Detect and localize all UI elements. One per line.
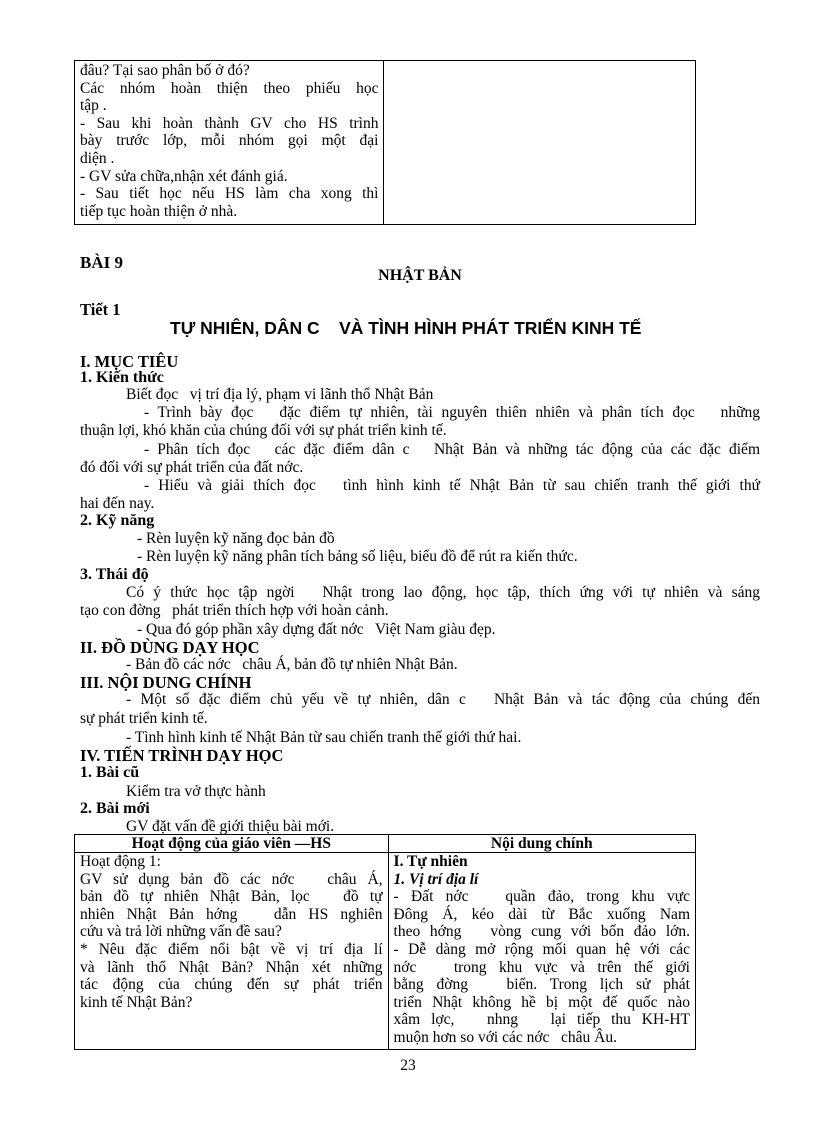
text-line: Đông Á, kéo dài từ Bắc xuống Nam bbox=[393, 905, 690, 923]
text-line: kinh tế Nhật Bản? bbox=[80, 993, 193, 1011]
text-line: - Qua đó góp phần xây dựng đất nớc Việt Nam giàu đẹp. bbox=[137, 621, 496, 638]
lesson-title: NHẬT BẢN bbox=[378, 267, 462, 284]
text-line: tập . bbox=[80, 97, 107, 115]
text-line: nớc trong khu vực và trên thế giới bbox=[393, 958, 690, 976]
text-line: Kiểm tra vở thực hành bbox=[126, 783, 266, 800]
text-line: bằng đờng biển. Trong lịch sử phát bbox=[393, 976, 690, 994]
subsection-heading: 1. Bài cũ bbox=[80, 764, 140, 781]
activity-cell bbox=[75, 853, 389, 1050]
text-line: Có ý thức học tập ngời Nhật trong lao động, học tập, thích ứng với tự nhiên và sáng bbox=[126, 584, 760, 601]
subsection-heading: 3. Thái độ bbox=[80, 566, 149, 583]
text-line: bày trước lớp, mỗi nhóm gọi một đại bbox=[80, 132, 379, 150]
content-subheading: 1. Vị trí địa lí bbox=[393, 870, 479, 888]
subsection-heading: 2. Kỹ năng bbox=[80, 512, 155, 529]
text-line: muộn hơn so với các nớc châu Âu. bbox=[393, 1028, 617, 1046]
text-line: thuận lợi, khó khăn của chúng đối với sự phát triển kinh tế. bbox=[80, 422, 447, 439]
text-line: cứu và trả lời những vấn đề sau? bbox=[80, 923, 282, 941]
text-line: nhiên Nhật Bản hớng dẫn HS nghiên bbox=[80, 905, 383, 923]
page-number: 23 bbox=[400, 1057, 416, 1074]
text-line: - GV sửa chữa,nhận xét đánh giá. bbox=[80, 167, 288, 185]
section-heading: IV. TIẾN TRÌNH DẠY HỌC bbox=[80, 746, 284, 765]
section-heading: I. MỤC TIÊU bbox=[80, 352, 179, 371]
content-heading: I. Tự nhiên bbox=[393, 853, 468, 870]
text-line: và lãnh thổ Nhật Bản? Nhận xét những bbox=[80, 958, 383, 976]
continued-left-cell bbox=[75, 61, 384, 225]
lesson-label: BÀI 9 bbox=[80, 253, 123, 272]
text-line: - Hiểu và giải thích đọc tình hình kinh tế Nhật Bản từ sau chiến tranh thế giới thứ bbox=[144, 477, 760, 494]
text-line: - Sau khi hoàn thành GV cho HS trình bbox=[80, 114, 379, 132]
text-line: * Nêu đặc điểm nổi bật về vị trí địa lí bbox=[80, 940, 383, 958]
text-line: tạo con đờng phát triển thích hợp với hoàn cảnh. bbox=[80, 602, 389, 619]
lesson-activity-table bbox=[74, 834, 696, 1050]
text-line: triển Nhật không hề bị một đế quốc nào bbox=[393, 993, 690, 1011]
period-label: Tiết 1 bbox=[80, 300, 121, 319]
text-line: - Bản đồ các nớc châu Á, bản đồ tự nhiên Nhật Bản. bbox=[126, 656, 458, 673]
continued-table bbox=[74, 60, 696, 225]
content-cell bbox=[388, 853, 695, 1050]
text-line: - Rèn luyện kỹ năng đọc bản đồ bbox=[137, 530, 335, 547]
text-line: - Tình hình kinh tế Nhật Bản từ sau chiến tranh thế giới thứ hai. bbox=[126, 729, 522, 746]
text-line: - Rèn luyện kỹ năng phân tích bảng số liệu, biểu đồ để rút ra kiến thức. bbox=[137, 548, 578, 565]
text-line: - Trình bày đọc đặc điểm tự nhiên, tài nguyên thiên nhiên và phân tích đọc những bbox=[144, 404, 760, 421]
text-line: tiếp tục hoàn thiện ở nhà. bbox=[80, 202, 238, 220]
continued-right-cell bbox=[384, 61, 696, 225]
text-line: - Dễ dàng mở rộng mối quan hệ với các bbox=[393, 940, 690, 958]
text-line: diện . bbox=[80, 149, 115, 167]
column-header: Nội dung chính bbox=[388, 835, 695, 853]
text-line: Các nhóm hoàn thiện theo phiếu học bbox=[80, 79, 379, 97]
text-line: xâm lợc, nhng lại tiếp thu KH-HT bbox=[393, 1011, 690, 1029]
text-line: - Phân tích đọc các đặc điểm dân c Nhật Bản và những tác động của các đặc điểm bbox=[144, 441, 760, 458]
section-heading: III. NỘI DUNG CHÍNH bbox=[80, 673, 252, 692]
text-line: bản đồ tự nhiên Nhật Bản, lọc đồ tự bbox=[80, 888, 383, 906]
text-line: theo hớng vòng cung với bốn đảo lớn. bbox=[393, 923, 690, 941]
text-line: đâu? Tại sao phân bố ở đó? bbox=[80, 62, 250, 79]
text-line: GV sử dụng bản đồ các nớc châu Á, bbox=[80, 870, 383, 888]
text-line: - Đất nớc quần đảo, trong khu vực bbox=[393, 888, 690, 906]
text-line: sự phát triển kinh tế. bbox=[80, 710, 208, 727]
text-line: tác động của chúng đến sự phát triển bbox=[80, 976, 383, 994]
column-header: Hoạt động của giáo viên —HS bbox=[75, 835, 389, 853]
text-line: đó đối với sự phát triển của đất nớc. bbox=[80, 459, 304, 476]
lesson-subtitle: TỰ NHIÊN, DÂN C VÀ TÌNH HÌNH PHÁT TRIỂN KINH TẾ bbox=[170, 318, 642, 338]
subsection-heading: 2. Bài mới bbox=[80, 800, 150, 817]
subsection-heading: 1. Kiến thức bbox=[80, 369, 164, 386]
text-line: hai đến nay. bbox=[80, 495, 155, 512]
text-line: GV đặt vấn đề giới thiệu bài mới. bbox=[126, 818, 335, 835]
text-line: - Một số đặc điểm chủ yếu về tự nhiên, dân c Nhật Bản và tác động của chúng đến bbox=[126, 691, 760, 708]
section-heading: II. ĐỒ DÙNG DẠY HỌC bbox=[80, 638, 260, 657]
text-line: Hoạt động 1: bbox=[80, 853, 161, 870]
text-line: Biết đọc vị trí địa lý, phạm vi lãnh thổ Nhật Bản bbox=[126, 386, 434, 403]
text-line: - Sau tiết học nếu HS làm cha xong thì bbox=[80, 185, 379, 203]
